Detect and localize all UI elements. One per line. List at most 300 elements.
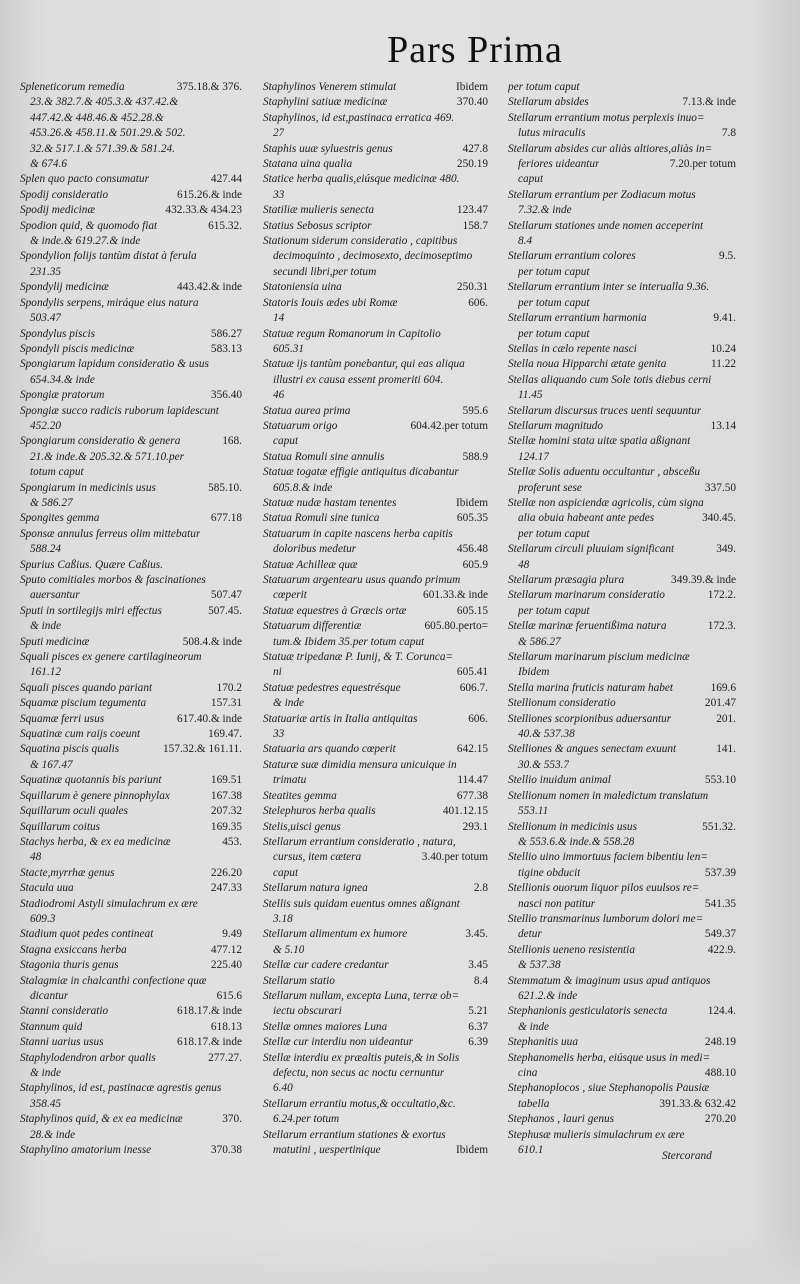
index-entry (20, 742, 242, 773)
catchword: Stercorand (662, 1150, 712, 1162)
page-reference: 201. (716, 712, 736, 725)
entry-text: Stellarum errantium harmonia (508, 312, 647, 325)
entry-heading-line (20, 742, 242, 757)
entry-text: 453.26.& 458.11.& 501.29.& 502. (30, 127, 186, 140)
entry-continuation-line (508, 958, 736, 973)
entry-heading-line (20, 357, 242, 372)
entry-continuation-line (20, 465, 242, 480)
entry-continuation-line (263, 635, 488, 650)
entry-text: Stephanionis gesticulatoris senecta (508, 1005, 668, 1018)
entry-text: Statana uina qualia (263, 158, 353, 171)
entry-heading-line (263, 511, 488, 526)
entry-text: per totum caput (518, 265, 590, 278)
entry-text: Stalagmiæ in chalcanthi confectione quæ (20, 974, 207, 987)
entry-text: Stellæ cur interdiu non uideantur (263, 1036, 414, 1049)
index-entry (263, 157, 488, 172)
entry-text: Squali pisces quando pariant (20, 681, 153, 694)
entry-text: caput (518, 173, 544, 186)
page-reference: 615.6 (216, 989, 242, 1002)
entry-continuation-line (20, 619, 242, 634)
entry-continuation-line (508, 604, 736, 619)
entry-heading-line (508, 850, 736, 865)
page-reference: 401.12.15 (442, 805, 488, 818)
entry-continuation-line (263, 1066, 488, 1081)
entry-continuation-line (508, 835, 736, 850)
entry-heading-line (263, 203, 488, 218)
entry-text: Statuæ regum Romanorum in Capitolio (263, 327, 441, 340)
entry-heading-line (263, 496, 488, 511)
entry-text: alia obuia habeant ante pedes (518, 512, 655, 525)
index-entry (508, 1112, 736, 1127)
entry-continuation-line (263, 434, 488, 449)
page-reference: 642.15 (456, 743, 488, 756)
entry-continuation-line (20, 1097, 242, 1112)
entry-heading-line (20, 696, 242, 711)
entry-heading-line (508, 496, 736, 511)
entry-heading-line (20, 1143, 242, 1158)
entry-continuation-line (20, 989, 242, 1004)
page-reference: 6.39 (468, 1036, 488, 1049)
entry-continuation-line (263, 1112, 488, 1127)
entry-text: Stellionum in medicinis usus (508, 820, 637, 833)
entry-heading-line (20, 1081, 242, 1096)
entry-continuation-line (20, 126, 242, 141)
index-entry (20, 789, 242, 804)
entry-heading-line (263, 157, 488, 172)
index-entry (508, 681, 736, 696)
entry-heading-line (508, 1112, 736, 1127)
index-entry (263, 219, 488, 234)
index-entry (508, 111, 736, 142)
entry-heading-line (263, 835, 488, 850)
entry-continuation-line (20, 111, 242, 126)
entry-heading-line (263, 1128, 488, 1143)
entry-heading-line (263, 419, 488, 434)
page-reference: 601.33.& inde (423, 589, 488, 602)
index-entry (20, 604, 242, 635)
entry-text: Stellionis ueneno resistentia (508, 943, 635, 956)
entry-continuation-line (508, 727, 736, 742)
index-entry (20, 219, 242, 250)
page-reference: Ibidem (456, 1144, 488, 1157)
index-entry (508, 357, 736, 372)
page-reference: 615.32. (208, 219, 242, 232)
entry-heading-line (508, 1128, 736, 1143)
entry-text: 40.& 537.38 (518, 728, 575, 741)
index-entry (263, 820, 488, 835)
index-entry (263, 758, 488, 789)
index-entry (20, 527, 242, 558)
index-entry (263, 142, 488, 157)
index-entry (20, 327, 242, 342)
index-column-2 (263, 80, 488, 1158)
entry-continuation-line (263, 265, 488, 280)
entry-heading-line (20, 1035, 242, 1050)
entry-text: trimatu (273, 774, 307, 787)
index-entry (508, 619, 736, 650)
page-title: Pars Prima (387, 29, 563, 71)
page-reference: 488.10 (704, 1067, 736, 1079)
entry-continuation-line (508, 296, 736, 311)
index-entry (263, 496, 488, 511)
entry-heading-line (20, 219, 242, 234)
index-entry (508, 404, 736, 419)
entry-text: iectu obscurari (273, 1005, 342, 1018)
entry-text: & 167.47 (30, 758, 73, 771)
entry-text: Staphylini satiuæ medicinæ (263, 96, 388, 109)
page-reference: 13.14 (710, 419, 736, 432)
index-entry (508, 373, 736, 404)
index-entry (20, 681, 242, 696)
entry-text: Staphylinos, id est, pastinacæ agrestis genus (20, 1082, 222, 1095)
index-entry (508, 249, 736, 280)
entry-continuation-line (508, 804, 736, 819)
entry-continuation-line (263, 542, 488, 557)
entry-text: per totum caput (518, 604, 590, 617)
index-entry (508, 1004, 736, 1035)
index-entry (20, 280, 242, 295)
entry-continuation-line (20, 450, 242, 465)
index-entry (20, 897, 242, 928)
index-entry (508, 342, 736, 357)
index-entry (508, 742, 736, 773)
index-entry (20, 481, 242, 512)
entry-text: Stephanomelis herba, eiúsque usus in medi= (508, 1051, 711, 1064)
entry-text: 14 (273, 312, 285, 325)
page-reference: 172.2. (707, 589, 736, 602)
index-entry (508, 465, 736, 496)
entry-heading-line (263, 450, 488, 465)
page-reference: 618.13 (210, 1020, 242, 1033)
page-reference: 247.33 (210, 882, 242, 895)
entry-text: & 586.27 (518, 635, 561, 648)
entry-text: Stellionum consideratio (508, 697, 616, 710)
entry-heading-line (20, 558, 242, 573)
entry-continuation-line (508, 450, 736, 465)
index-entry (508, 1081, 736, 1112)
entry-text: Splen quo pacto consumatur (20, 173, 149, 186)
page-reference: 270.20 (704, 1113, 736, 1126)
entry-text: cœperit (273, 589, 307, 602)
entry-text: Stadium quot pedes contineat (20, 928, 154, 941)
index-entry (263, 357, 488, 403)
page-reference: 615.26.& inde (177, 188, 242, 201)
entry-text: Stellio transmarinus lumborum dolori me= (508, 912, 704, 925)
index-entry (263, 95, 488, 110)
entry-text: Spongiarum lapidum consideratio & usus (20, 358, 209, 371)
entry-heading-line (508, 681, 736, 696)
entry-continuation-line (20, 542, 242, 557)
index-entry (20, 727, 242, 742)
entry-heading-line (508, 280, 736, 295)
entry-text: Squillarum è genere pinnophylax (20, 789, 170, 802)
page-reference: 618.17.& inde (177, 1005, 242, 1018)
entry-continuation-line (20, 419, 242, 434)
entry-heading-line (263, 296, 488, 311)
page-reference: 169.51 (210, 774, 242, 787)
entry-continuation-line (263, 1143, 488, 1158)
index-entry (20, 357, 242, 388)
entry-text: 605.8.& inde (273, 481, 333, 494)
entry-text: Squatinæ cum raijs coeunt (20, 728, 141, 741)
entry-continuation-line (508, 234, 736, 249)
page-reference: 157.31 (210, 697, 242, 710)
entry-text: Stellarum natura ignea (263, 882, 368, 895)
entry-text: Stellarum discursus truces uenti sequuntur (508, 404, 702, 417)
index-entry (508, 188, 736, 219)
entry-text: & inde (518, 1020, 550, 1033)
page-reference: 226.20 (210, 866, 242, 879)
index-entry (20, 804, 242, 819)
index-entry (263, 450, 488, 465)
entry-heading-line (508, 1035, 736, 1050)
entry-text: caput (273, 435, 299, 448)
page-reference: Ibidem (456, 496, 488, 509)
index-entry (263, 881, 488, 896)
entry-text: Spongiarum consideratio & genera (20, 435, 181, 448)
entry-text: Stellas in cælo repente nasci (508, 342, 637, 355)
entry-text: Stellæ cur cadere credantur (263, 959, 389, 972)
page-reference: 141. (716, 743, 736, 756)
entry-heading-line (20, 573, 242, 588)
page-reference: 169.47. (208, 728, 242, 741)
entry-text: Squamæ ferri usus (20, 712, 105, 725)
entry-text: Stellarum errantiu motus,& occultatio,&c. (263, 1097, 456, 1110)
page-reference: 370.38 (210, 1144, 242, 1157)
entry-text: caput (273, 866, 299, 879)
entry-text: Staphylinos, id est,pastinaca erratica 469. (263, 111, 455, 124)
entry-text: Stellarum errantium consideratio , natura, (263, 835, 456, 848)
entry-text: Stellarum nullam, excepta Luna, terræ ob= (263, 989, 460, 1002)
entry-text: 231.35 (30, 265, 62, 278)
entry-text: 621.2.& inde (518, 989, 578, 1002)
index-entry (263, 80, 488, 95)
entry-heading-line (508, 820, 736, 835)
entry-text: Steatites gemma (263, 789, 337, 802)
entry-continuation-line (263, 188, 488, 203)
entry-continuation-line (508, 126, 736, 141)
page-reference: 207.32 (210, 805, 242, 818)
entry-text: 588.24 (30, 543, 62, 556)
page-reference: 225.40 (210, 959, 242, 972)
entry-heading-line (263, 172, 488, 187)
entry-text: Sputo comitiales morbos & fascinationes (20, 574, 206, 586)
entry-heading-line (508, 434, 736, 449)
entry-text: Stellarum magnitudo (508, 419, 604, 432)
entry-text: auersantur (30, 589, 80, 602)
entry-text: Statua Romuli sine tunica (263, 512, 380, 525)
index-entry (263, 804, 488, 819)
page-reference: 123.47 (456, 204, 488, 217)
entry-text: 452.20 (30, 419, 62, 432)
entry-text: Stella marina fruticis naturam habet (508, 681, 674, 694)
index-entry (20, 1020, 242, 1035)
page-reference: 549.37 (704, 928, 736, 941)
page-reference: 124.4. (707, 1005, 736, 1018)
entry-heading-line (20, 835, 242, 850)
entry-heading-line (20, 481, 242, 496)
entry-heading-line (263, 712, 488, 727)
index-entry (508, 696, 736, 711)
entry-continuation-line (508, 758, 736, 773)
entry-text: 28.& inde (30, 1128, 76, 1141)
entry-text: Stellarum absides (508, 96, 589, 109)
entry-text: Stacte,myrrhæ genus (20, 866, 115, 879)
page-reference: 3.45. (465, 928, 488, 941)
entry-text: 33 (273, 728, 285, 741)
entry-text: Statiliæ mulieris senecta (263, 204, 375, 217)
index-entry (508, 434, 736, 465)
entry-continuation-line (20, 665, 242, 680)
entry-heading-line (20, 203, 242, 218)
entry-heading-line (263, 234, 488, 249)
entry-heading-line (263, 1020, 488, 1035)
entry-continuation-line (508, 527, 736, 542)
entry-text: cina (518, 1067, 538, 1079)
entry-heading-line (263, 927, 488, 942)
page-reference: 677.18 (210, 512, 242, 525)
entry-heading-line (20, 527, 242, 542)
entry-heading-line (20, 404, 242, 419)
page-reference: 605.35 (456, 512, 488, 525)
entry-text: Stellarum præsagia plura (508, 574, 625, 586)
entry-heading-line (263, 1051, 488, 1066)
index-entry (508, 912, 736, 943)
page-reference: 605.80.perto= (424, 620, 488, 633)
entry-heading-line (20, 974, 242, 989)
index-column-1 (20, 80, 242, 1158)
entry-text: 33 (273, 188, 285, 201)
entry-heading-line (508, 404, 736, 419)
entry-text: & 586.27 (30, 496, 73, 509)
index-entry (20, 558, 242, 573)
entry-text: 32.& 517.1.& 571.39.& 581.24. (30, 142, 175, 155)
page-reference: 293.1 (462, 820, 488, 833)
entry-continuation-line (508, 1097, 736, 1112)
entry-text: Statuæ nudæ hastam tenentes (263, 496, 397, 509)
entry-continuation-line (508, 665, 736, 680)
entry-heading-line (20, 434, 242, 449)
page-reference: 588.9 (462, 450, 488, 463)
entry-heading-line (508, 111, 736, 126)
entry-text: Stellarum errantium inter se interualla 9.36. (508, 281, 710, 294)
page-reference: 9.49 (222, 928, 242, 941)
entry-text: detur (518, 928, 542, 941)
index-entry (508, 496, 736, 542)
index-entry (508, 712, 736, 743)
entry-text: Stellio uino immortuus faciem bibentiu len= (508, 851, 708, 864)
index-entry (263, 111, 488, 142)
entry-text: Staturæ suæ dimidia mensura unicuique in (263, 758, 457, 771)
index-entry (20, 1004, 242, 1019)
entry-text: Stellarum errantium stationes & exortus (263, 1128, 446, 1141)
page-reference: 443.42.& inde (177, 281, 242, 294)
entry-continuation-line (20, 311, 242, 326)
entry-heading-line (508, 311, 736, 326)
page-reference: 391.33.& 632.42 (659, 1097, 736, 1110)
page-reference: 586.27 (210, 327, 242, 340)
page-reference: 7.13.& inde (682, 96, 736, 109)
entry-heading-line (20, 172, 242, 187)
page-reference: 158.7 (462, 219, 488, 232)
entry-heading-line (20, 1112, 242, 1127)
page-reference: 677.38 (456, 789, 488, 802)
entry-text: Stellarum errantium per Zodiacum motus (508, 188, 696, 201)
entry-heading-line (263, 111, 488, 126)
entry-continuation-line (508, 511, 736, 526)
entry-heading-line (20, 188, 242, 203)
page-reference: 605.41 (456, 666, 488, 679)
index-entry (20, 635, 242, 650)
entry-text: 6.40 (273, 1082, 293, 1095)
index-entry (263, 835, 488, 881)
entry-heading-line (263, 573, 488, 588)
entry-text: feriores uideantur (518, 158, 600, 171)
entry-text: 7.32.& inde (518, 204, 572, 217)
entry-continuation-line (20, 1066, 242, 1081)
page-reference: 508.4.& inde (182, 635, 242, 648)
entry-text: & 5.10 (273, 943, 305, 956)
entry-heading-line (263, 958, 488, 973)
entry-heading-line (20, 820, 242, 835)
entry-text: Squali pisces ex genere cartilagineorum (20, 651, 202, 664)
entry-heading-line (20, 773, 242, 788)
page-reference: 456.48 (456, 543, 488, 556)
index-entry (263, 1035, 488, 1050)
entry-heading-line (263, 280, 488, 295)
entry-text: tum.& Ibidem 35.per totum caput (273, 635, 425, 648)
entry-heading-line (263, 804, 488, 819)
page-bottom-edge (0, 1229, 800, 1284)
entry-continuation-line (263, 249, 488, 264)
entry-heading-line (263, 95, 488, 110)
index-entry (20, 249, 242, 280)
entry-text: Statua aurea prima (263, 404, 351, 417)
entry-continuation-line (263, 126, 488, 141)
entry-text: per totum caput (518, 327, 590, 340)
index-entry (263, 989, 488, 1020)
entry-text: Stelis,uisci genus (263, 820, 341, 833)
entry-text: lutus miraculis (518, 127, 586, 140)
index-entry (508, 1051, 736, 1082)
entry-text: 48 (518, 558, 530, 571)
page-reference: Ibidem (456, 81, 488, 93)
entry-heading-line (508, 542, 736, 557)
index-entry (20, 573, 242, 604)
entry-heading-line (263, 1097, 488, 1112)
index-entry (263, 604, 488, 619)
entry-heading-line (508, 619, 736, 634)
entry-text: Statuariæ artis in Italia antiquitas (263, 712, 418, 725)
entry-text: Squillarum coitus (20, 820, 101, 833)
entry-text: Statuarum argentearu usus quando primum (263, 574, 461, 586)
index-entry (263, 789, 488, 804)
page-reference: 427.44 (210, 173, 242, 186)
page-reference: 375.18.& 376. (176, 81, 242, 93)
page-reference: 432.33.& 434.23 (165, 204, 242, 217)
entry-text: 27 (273, 127, 285, 140)
entry-text: & 674.6 (30, 158, 68, 171)
page-reference: 3.40.per totum (421, 851, 488, 864)
page-reference: 349.39.& inde (671, 574, 736, 586)
entry-heading-line (263, 681, 488, 696)
entry-heading-line (263, 758, 488, 773)
entry-text: secundi libri,per totum (273, 265, 377, 278)
entry-heading-line (508, 1081, 736, 1096)
entry-heading-line (20, 296, 242, 311)
entry-text: & 553.6.& inde.& 558.28 (518, 835, 635, 848)
entry-continuation-line (263, 373, 488, 388)
